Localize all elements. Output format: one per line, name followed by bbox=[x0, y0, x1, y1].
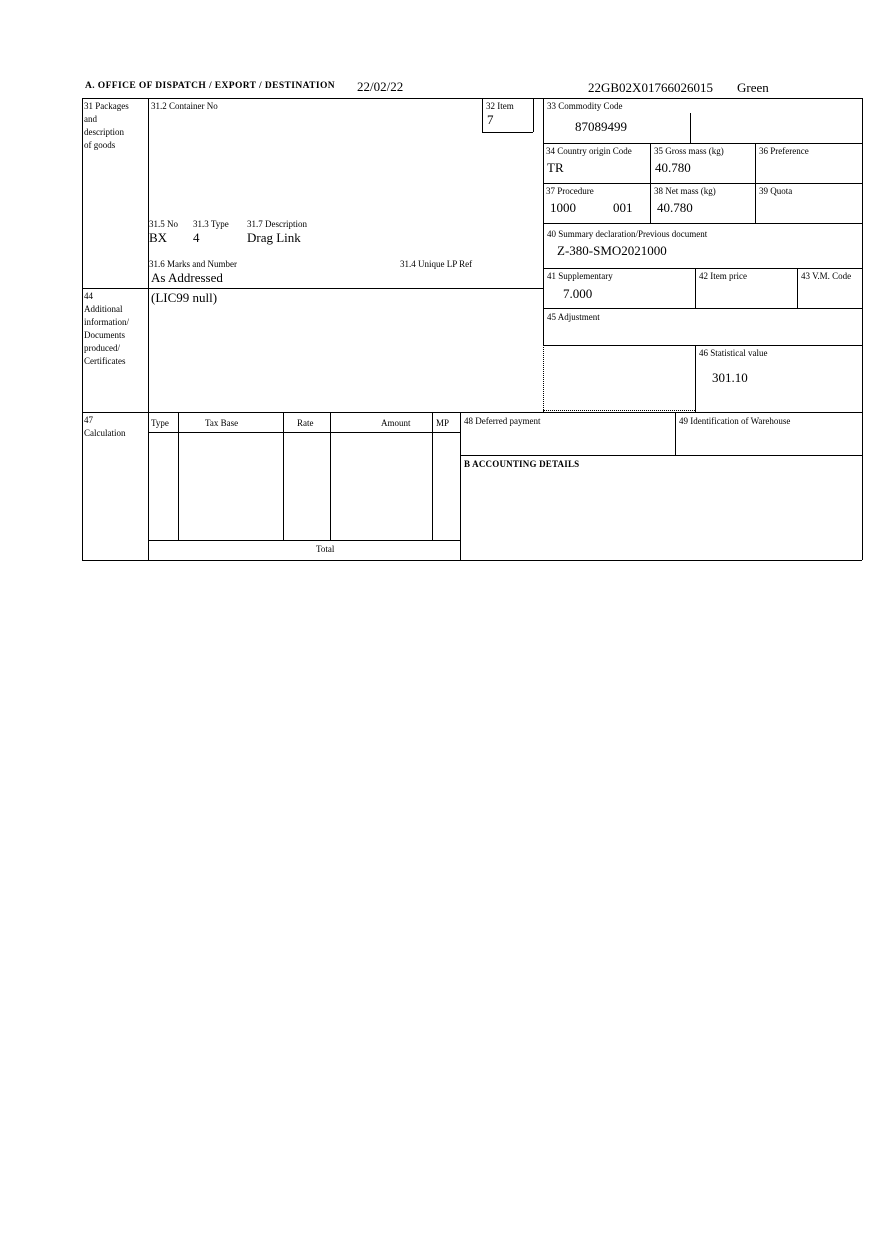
box42-43-divider bbox=[797, 268, 798, 308]
box37-value1: 1000 bbox=[550, 200, 576, 215]
box44-label-line4: Documents bbox=[84, 330, 125, 340]
calc-header-tax-base: Tax Base bbox=[205, 418, 239, 428]
calc-header-border-bottom bbox=[148, 432, 460, 433]
box45-border-bottom bbox=[543, 345, 862, 346]
box31-marks-value: As Addressed bbox=[151, 270, 223, 285]
box31-type-value: 4 bbox=[193, 230, 200, 245]
box41-42-divider bbox=[695, 268, 696, 308]
box31-lp-ref-label: 31.4 Unique LP Ref bbox=[400, 259, 473, 269]
box33-label: 33 Commodity Code bbox=[547, 101, 623, 111]
box44-value: (LIC99 null) bbox=[151, 290, 218, 305]
row37-39-border-bottom bbox=[543, 223, 862, 224]
box41-value: 7.000 bbox=[563, 286, 593, 301]
box44-label-line2: Additional bbox=[84, 304, 123, 314]
calc-header-amount: Amount bbox=[381, 418, 411, 428]
box40-label: 40 Summary declaration/Previous document bbox=[547, 229, 708, 239]
form-border-left bbox=[82, 98, 83, 560]
box46-label: 46 Statistical value bbox=[699, 348, 768, 358]
section-a-title: A. OFFICE OF DISPATCH / EXPORT / DESTINATION bbox=[85, 81, 336, 91]
box34-value: TR bbox=[547, 160, 564, 175]
box44-label-line1: 44 bbox=[84, 291, 93, 301]
calc-total-border-top bbox=[148, 540, 460, 541]
box31-label-line2: and bbox=[84, 114, 97, 124]
box38-label: 38 Net mass (kg) bbox=[654, 186, 716, 196]
form-border-top bbox=[82, 98, 862, 99]
box44-label-line6: Certificates bbox=[84, 356, 126, 366]
dotted-divider-horizontal bbox=[543, 410, 695, 411]
routing-status: Green bbox=[737, 80, 769, 95]
box31-label-line3: description bbox=[84, 127, 124, 137]
row41-43-border-bottom bbox=[543, 308, 862, 309]
box39-label: 39 Quota bbox=[759, 186, 793, 196]
box31-container-no-label: 31.2 Container No bbox=[151, 101, 218, 111]
box31-description-value: Drag Link bbox=[247, 230, 301, 245]
declaration-date: 22/02/22 bbox=[357, 79, 404, 94]
box48-label: 48 Deferred payment bbox=[464, 416, 541, 426]
row34-36-border-bottom bbox=[543, 183, 862, 184]
box37-label: 37 Procedure bbox=[546, 186, 594, 196]
box32-border-bottom bbox=[482, 132, 533, 133]
box31-type-label: 31.3 Type bbox=[193, 219, 229, 229]
box44-label-line3: information/ bbox=[84, 317, 129, 327]
box49-label: 49 Identification of Warehouse bbox=[679, 416, 791, 426]
box33-value: 87089499 bbox=[575, 119, 627, 134]
box32-border-right bbox=[533, 98, 534, 132]
box35-label: 35 Gross mass (kg) bbox=[654, 146, 724, 156]
declaration-reference: 22GB02X01766026015 bbox=[588, 80, 713, 95]
calc-header-rate: Rate bbox=[297, 418, 314, 428]
calc-table-border-right bbox=[460, 412, 461, 560]
box44-label-line5: produced/ bbox=[84, 343, 120, 353]
box31-label-line4: of goods bbox=[84, 140, 116, 150]
dotted-divider-vertical bbox=[543, 345, 544, 412]
box48-49-divider bbox=[675, 412, 676, 455]
box32-value: 7 bbox=[487, 112, 494, 127]
row47-border-top bbox=[82, 412, 862, 413]
section-b-title: B ACCOUNTING DETAILS bbox=[464, 459, 580, 469]
box32-label: 32 Item bbox=[486, 101, 514, 111]
box37-value2: 001 bbox=[613, 200, 633, 215]
box34-label: 34 Country origin Code bbox=[546, 146, 632, 156]
box36-label: 36 Preference bbox=[759, 146, 809, 156]
box32-border-left bbox=[482, 98, 483, 132]
box46-value: 301.10 bbox=[712, 370, 748, 385]
box42-label: 42 Item price bbox=[699, 271, 747, 281]
box38-value: 40.780 bbox=[657, 200, 693, 215]
box40-border-bottom bbox=[543, 268, 862, 269]
form-border-bottom bbox=[82, 560, 862, 561]
box31-no-value: BX bbox=[149, 230, 168, 245]
box31-description-label: 31.7 Description bbox=[247, 219, 307, 229]
box44-border-top bbox=[82, 288, 543, 289]
box45-label: 45 Adjustment bbox=[547, 312, 600, 322]
box47-label-line2: Calculation bbox=[84, 428, 126, 438]
calc-header-mp: MP bbox=[436, 418, 450, 428]
box35-value: 40.780 bbox=[655, 160, 691, 175]
commodity-code-separator bbox=[690, 113, 691, 143]
box48-49-border-bottom bbox=[460, 455, 862, 456]
box40-value: Z-380-SMO2021000 bbox=[557, 243, 667, 258]
box46-border-left bbox=[695, 345, 696, 412]
calc-total-label: Total bbox=[316, 544, 335, 554]
form-border-right bbox=[862, 98, 863, 560]
box41-label: 41 Supplementary bbox=[547, 271, 613, 281]
box31-marks-label: 31.6 Marks and Number bbox=[149, 259, 237, 269]
box43-label: 43 V.M. Code bbox=[801, 271, 852, 281]
label-column-divider bbox=[148, 98, 149, 560]
box31-label-line1: 31 Packages bbox=[84, 101, 129, 111]
box33-border-bottom bbox=[543, 143, 862, 144]
calc-header-type: Type bbox=[151, 418, 169, 428]
box31-no-label: 31.5 No bbox=[149, 219, 178, 229]
box47-label-line1: 47 bbox=[84, 415, 93, 425]
